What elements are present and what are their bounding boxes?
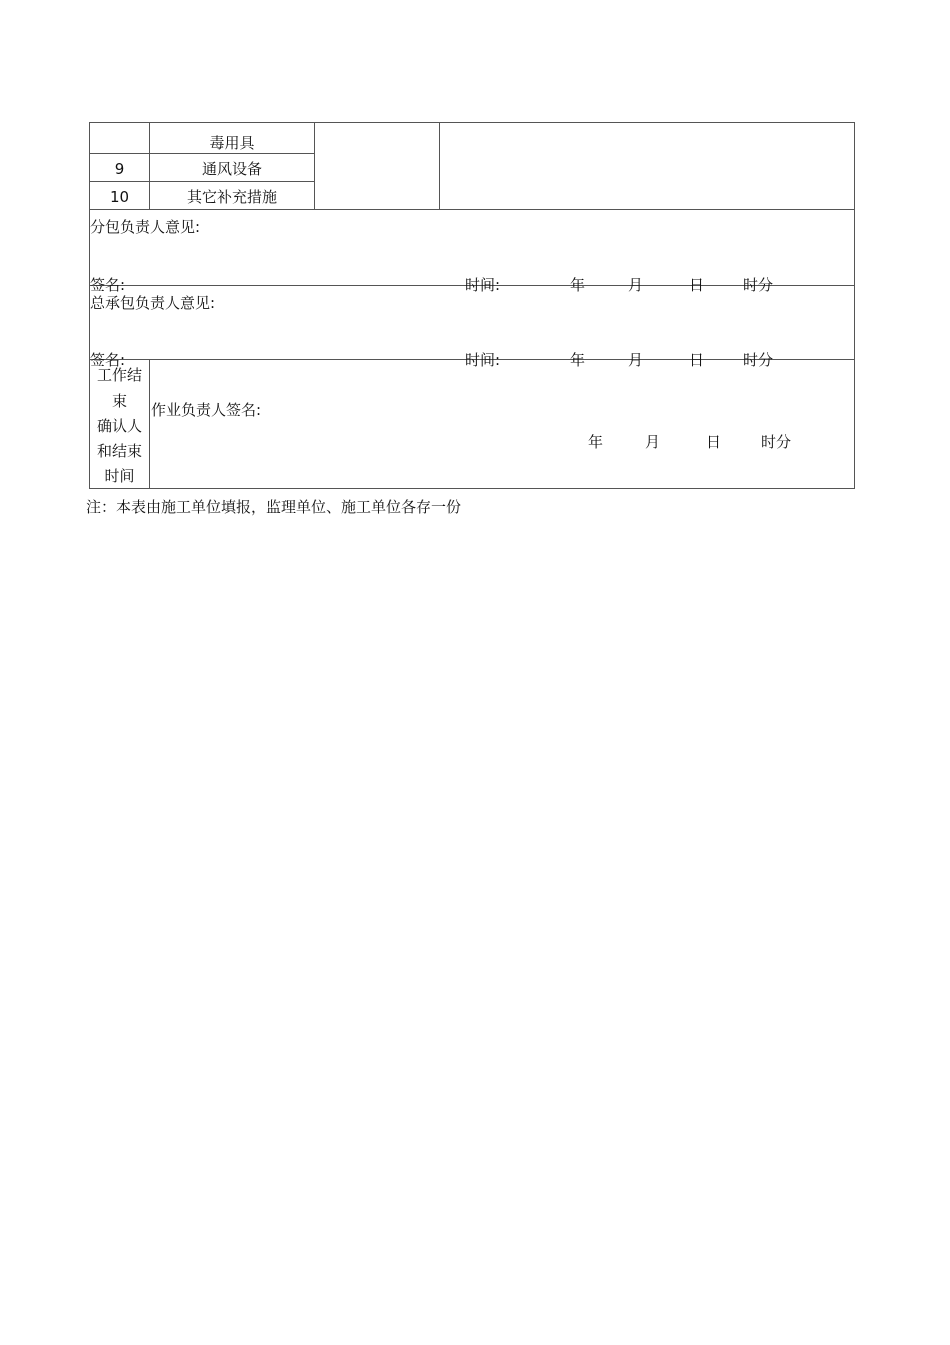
hour-minute-label: 时分 — [743, 351, 774, 369]
day-label: 日 — [689, 276, 705, 294]
year-label: 年 — [570, 351, 586, 369]
item-name: 其它补充措施 — [186, 188, 277, 206]
end-confirm-label-line: 和结束 — [96, 442, 142, 460]
day-label: 日 — [706, 433, 722, 451]
footnote: 注：本表由施工单位填报，监理单位、施工单位各存一份 — [86, 498, 462, 516]
row-number: 10 — [109, 188, 130, 206]
month-label: 月 — [628, 276, 644, 294]
day-label: 日 — [689, 351, 705, 369]
hour-minute-label: 时分 — [743, 276, 774, 294]
end-confirm-label-line: 工作结 — [96, 366, 142, 384]
item-name: 毒用具 — [209, 134, 255, 152]
end-confirm-label-line: 确认人 — [96, 417, 142, 435]
row-number: 9 — [114, 160, 125, 178]
month-label: 月 — [645, 433, 661, 451]
end-confirm-label-line: 时间 — [104, 467, 135, 485]
end-confirm-label-line: 束 — [111, 392, 127, 410]
item-name: 通风设备 — [201, 160, 262, 178]
sign-label: 签名: — [90, 276, 126, 294]
year-label: 年 — [570, 276, 586, 294]
month-label: 月 — [628, 351, 644, 369]
year-label: 年 — [588, 433, 604, 451]
time-label: 时间: — [465, 351, 501, 369]
work-leader-sign-label: 作业负责人签名: — [151, 401, 262, 419]
general-opinion-title: 总承包负责人意见: — [90, 294, 216, 312]
subcontract-opinion-title: 分包负责人意见: — [90, 218, 201, 236]
sign-label: 签名: — [90, 351, 126, 369]
hour-minute-label: 时分 — [761, 433, 792, 451]
time-label: 时间: — [465, 276, 501, 294]
